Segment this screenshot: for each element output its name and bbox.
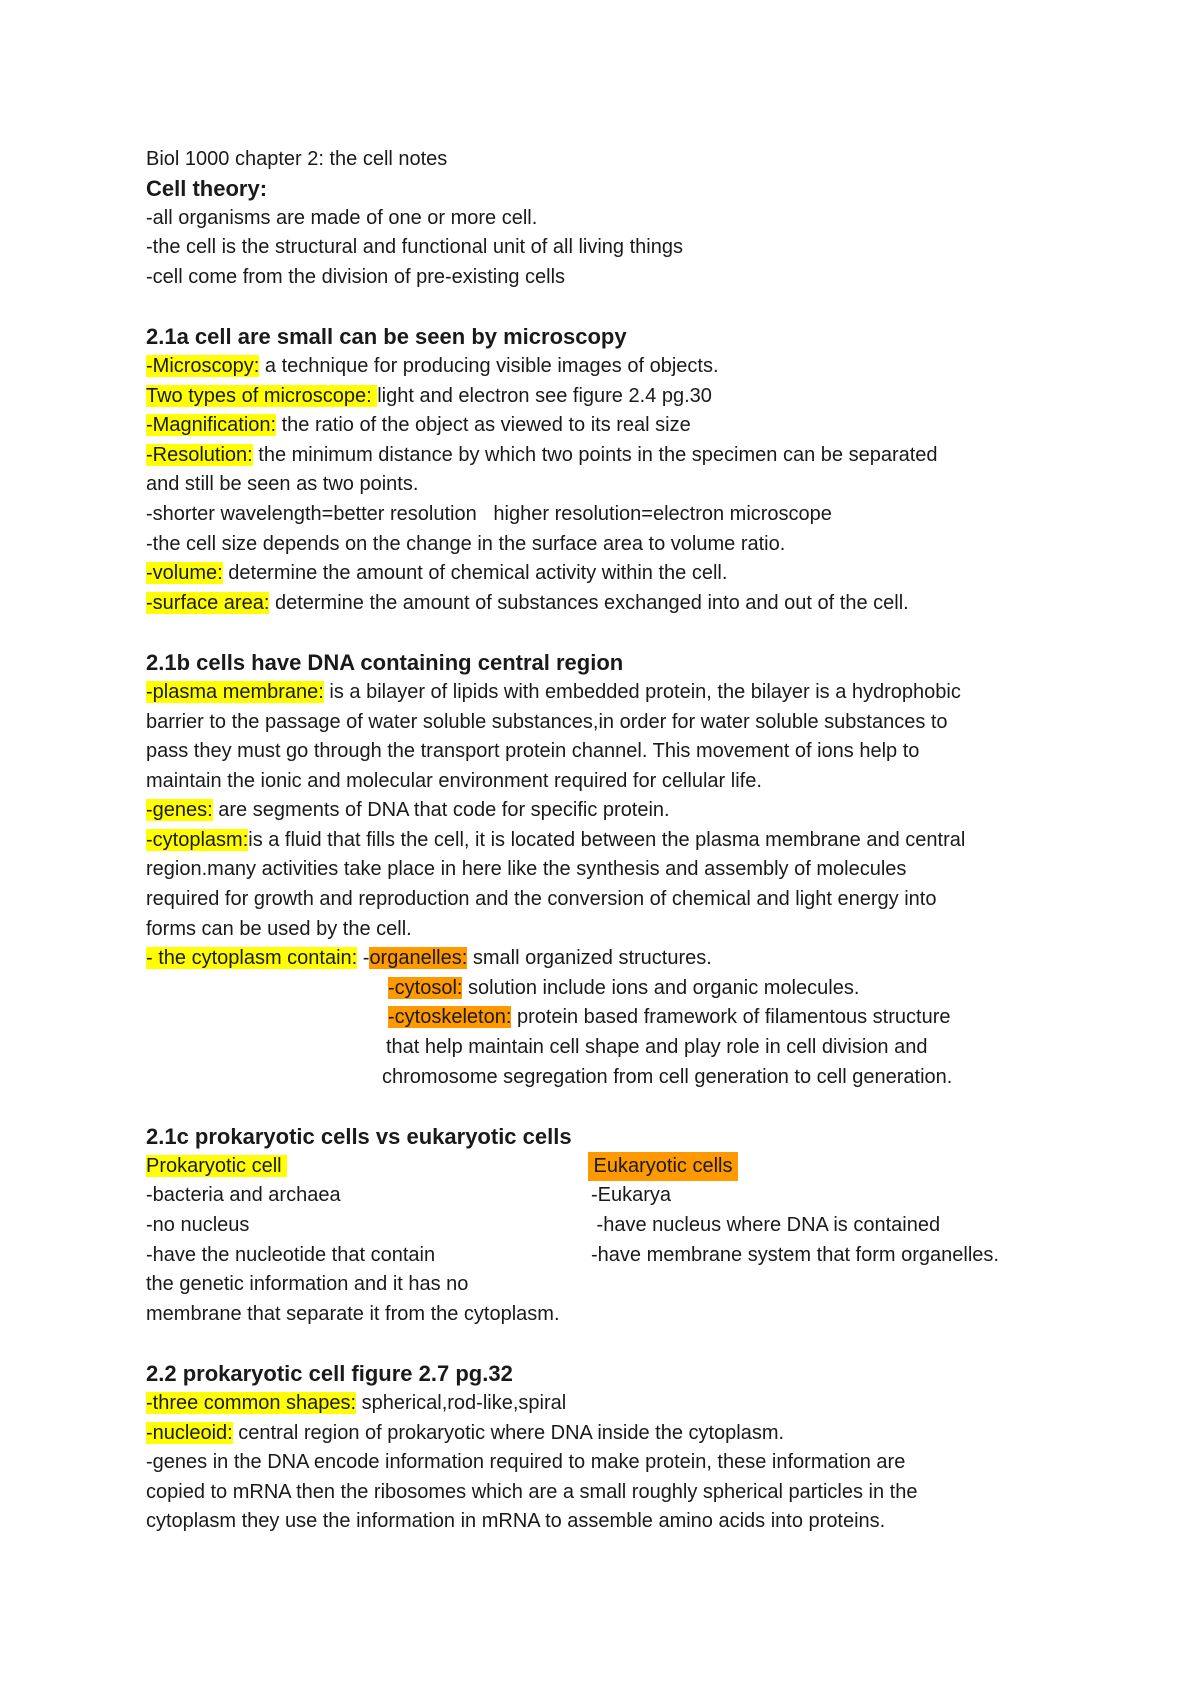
magnification-text: the ratio of the object as viewed to its real size <box>276 414 691 437</box>
plasma-membrane-continuation: pass they must go through the transport protein channel. This movement of ions help to <box>146 740 920 763</box>
plasma-membrane-continuation: barrier to the passage of water soluble substances,in order for water soluble substances to <box>146 710 948 733</box>
cytoplasm-continuation: forms can be used by the cell. <box>146 917 412 940</box>
document-title: Biol 1000 chapter 2: the cell notes <box>146 148 448 170</box>
cell-theory-heading: Cell theory: <box>146 176 268 201</box>
notes-body <box>146 144 1096 1537</box>
cytosol-term: -cytosol: <box>388 976 463 999</box>
section-2-1a-heading: 2.1a cell are small can be seen by microscopy <box>146 324 627 350</box>
eukaryotic-item: -Eukarya <box>591 1184 672 1207</box>
microscope-types-text: light and electron see figure 2.4 pg.30 <box>377 384 712 407</box>
cytosol-definition <box>146 974 1096 1004</box>
plasma-membrane-term: -plasma membrane: <box>146 680 324 703</box>
cell-theory-line: -cell come from the division of pre-existing cells <box>146 265 566 288</box>
eukaryotic-column-title: Eukaryotic cells <box>588 1152 738 1182</box>
genes-dna-line: copied to mRNA then the ribosomes which are a small roughly spherical particles in the <box>146 1480 918 1503</box>
magnification-term: -Magnification: <box>146 414 277 437</box>
nucleoid-definition <box>146 1419 1096 1449</box>
resolution-definition <box>146 441 1096 471</box>
cytoskeleton-continuation: that help maintain cell shape and play role in cell division and <box>386 1036 928 1059</box>
cytoplasm-continuation: region.many activities take place in here like the synthesis and assembly of molecules <box>146 858 907 881</box>
comparison-header-row <box>146 1152 1096 1182</box>
microscopy-text: a technique for producing visible images of objects. <box>259 354 719 377</box>
genes-dna-line: cytoplasm they use the information in mRNA to assemble amino acids into proteins. <box>146 1510 886 1533</box>
volume-text: determine the amount of chemical activity within the cell. <box>222 562 728 585</box>
comparison-row <box>146 1211 1096 1241</box>
prokaryotic-item: -no nucleus <box>146 1214 250 1236</box>
nucleoid-text: central region of prokaryotic where DNA inside the cytoplasm. <box>232 1421 785 1444</box>
shapes-definition <box>146 1389 1096 1419</box>
microscope-types-term: Two types of microscope: <box>146 384 378 407</box>
cell-theory-line: -all organisms are made of one or more cell. <box>146 206 538 229</box>
cytosol-text: solution include ions and organic molecules. <box>462 976 860 999</box>
wavelength-note: -shorter wavelength=better resolution higher resolution=electron microscope <box>146 502 832 525</box>
prokaryotic-item: -bacteria and archaea <box>146 1184 341 1207</box>
magnification-definition <box>146 411 1096 441</box>
cell-theory-line: -the cell is the structural and functional unit of all living things <box>146 236 683 259</box>
cytoplasm-contents <box>146 944 1096 974</box>
eukaryotic-item: -have membrane system that form organelles. <box>591 1243 999 1266</box>
organelles-text: small organized structures. <box>467 947 712 970</box>
cytoskeleton-term: -cytoskeleton: <box>388 1006 512 1029</box>
genes-dna-line: -genes in the DNA encode information required to make protein, these information are <box>146 1451 906 1474</box>
cytoplasm-contain-term: - the cytoplasm contain: <box>146 947 358 970</box>
shapes-term: -three common shapes: <box>146 1391 357 1414</box>
plasma-membrane-definition <box>146 678 1096 708</box>
cytoplasm-text: is a fluid that fills the cell, it is located between the plasma membrane and central <box>248 828 966 851</box>
prokaryotic-column-title: Prokaryotic cell <box>146 1154 288 1177</box>
cytoplasm-continuation: required for growth and reproduction and the conversion of chemical and light energy into <box>146 888 937 911</box>
resolution-continuation: and still be seen as two points. <box>146 473 419 496</box>
section-2-2-heading: 2.2 prokaryotic cell figure 2.7 pg.32 <box>146 1361 513 1387</box>
comparison-row <box>146 1181 1096 1211</box>
cytoskeleton-definition <box>146 1003 1096 1033</box>
surface-area-text: determine the amount of substances exchanged into and out of the cell. <box>269 591 909 614</box>
genes-definition <box>146 796 1096 826</box>
organelles-term: organelles: <box>369 947 468 970</box>
prokaryotic-item: -have the nucleotide that contain <box>146 1243 436 1266</box>
microscopy-definition <box>146 352 1096 382</box>
resolution-term: -Resolution: <box>146 443 253 466</box>
volume-definition <box>146 559 1096 589</box>
eukaryotic-item: -have nucleus where DNA is contained <box>591 1214 941 1236</box>
shapes-text: spherical,rod-like,spiral <box>356 1391 567 1414</box>
dash: - <box>357 947 370 970</box>
section-2-1b-heading: 2.1b cells have DNA containing central region <box>146 650 624 676</box>
plasma-membrane-text: is a bilayer of lipids with embedded protein, the bilayer is a hydrophobic <box>323 680 961 703</box>
prokaryotic-item: membrane that separate it from the cytoplasm. <box>146 1302 560 1325</box>
plasma-membrane-continuation: maintain the ionic and molecular environment required for cellular life. <box>146 769 762 792</box>
cytoskeleton-continuation: chromosome segregation from cell generation to cell generation. <box>382 1065 953 1088</box>
surface-area-term: -surface area: <box>146 591 270 614</box>
cytoplasm-term: -cytoplasm: <box>146 828 249 851</box>
cell-size-note: -the cell size depends on the change in the surface area to volume ratio. <box>146 532 786 555</box>
cytoplasm-definition <box>146 826 1096 856</box>
genes-term: -genes: <box>146 799 213 822</box>
microscopy-term: -Microscopy: <box>146 354 260 377</box>
comparison-row <box>146 1241 1096 1271</box>
volume-term: -volume: <box>146 562 223 585</box>
nucleoid-term: -nucleoid: <box>146 1421 233 1444</box>
microscope-types <box>146 382 1096 412</box>
resolution-text: the minimum distance by which two points in the specimen can be separated <box>252 443 938 466</box>
surface-area-definition <box>146 589 1096 619</box>
cytoskeleton-text: protein based framework of filamentous structure <box>511 1006 951 1029</box>
prokaryotic-item: the genetic information and it has no <box>146 1273 469 1296</box>
genes-text: are segments of DNA that code for specific protein. <box>212 799 670 822</box>
section-2-1c-heading: 2.1c prokaryotic cells vs eukaryotic cells <box>146 1124 572 1150</box>
